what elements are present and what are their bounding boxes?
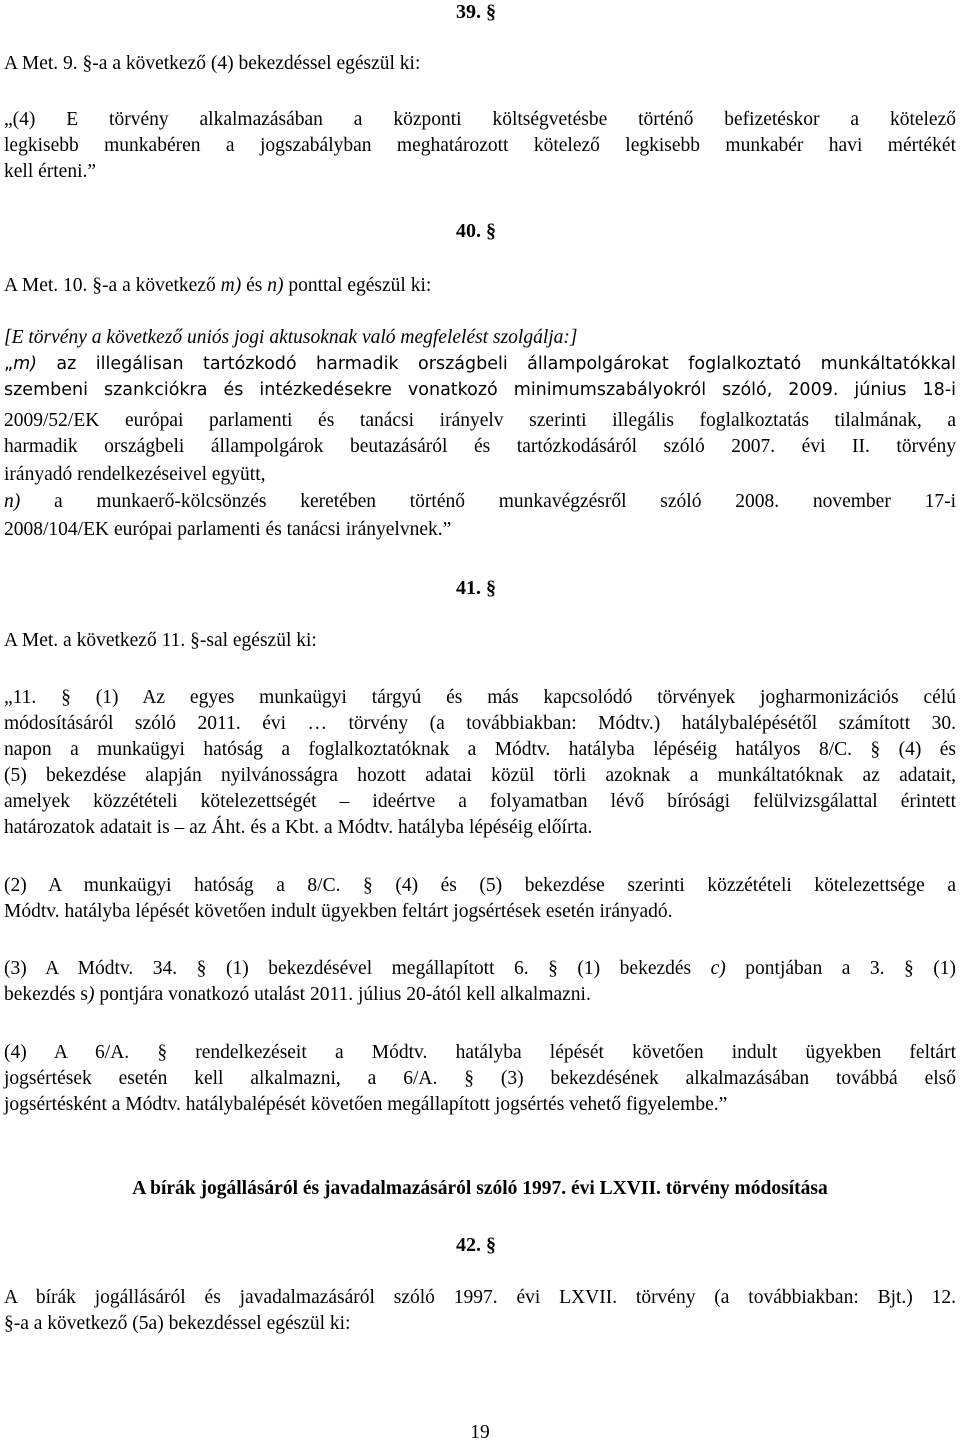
body-line: Módtv. hatályba lépését követően indult ügyekben feltárt jogsértések esetén irányadó. xyxy=(4,901,673,922)
body-line: n) a munkaerő-kölcsönzés keretében történő munkavégzésről szóló 2008. november 17-i xyxy=(4,491,956,512)
body-line: harmadik országbeli állampolgárok beutazásáról és tartózkodásáról szóló 2007. évi II. törvény xyxy=(4,436,956,457)
chapter-title: A bírák jogállásáról és javadalmazásáról szóló 1997. évi LXVII. törvény módosítása xyxy=(132,1178,828,1199)
body-line: módosításáról szóló 2011. évi … törvény (a továbbiakban: Módtv.) hatálybalépésétől számított 30. xyxy=(4,713,956,734)
bracket-note: [E törvény a következő uniós jogi aktusoknak való megfelelést szolgálja:] xyxy=(4,327,578,348)
body-line: (3) A Módtv. 34. § (1) bekezdésével megállapított 6. § (1) bekezdés c) pontjában a 3. § (1) xyxy=(4,958,956,979)
body-line: (4) A 6/A. § rendelkezéseit a Módtv. hatályba lépését követően indult ügyekben feltárt xyxy=(4,1042,956,1063)
body-line: szembeni szankciókra és intézkedésekre vonatkozó minimumszabályokról szóló, 2009. június 18-i xyxy=(4,380,956,400)
section-intro: A Met. 10. §-a a következő m) és n) ponttal egészül ki: xyxy=(4,275,432,296)
section-intro: A Met. 9. §-a a következő (4) bekezdéssel egészül ki: xyxy=(4,53,421,74)
body-line: (2) A munkaügyi hatóság a 8/C. § (4) és (5) bekezdése szerinti közzétételi kötelezettsége a xyxy=(4,875,956,896)
body-line: „(4) E törvény alkalmazásában a központi költségvetésbe történő befizetéskor a kötelező xyxy=(4,109,956,130)
body-line: „m) az illegálisan tartózkodó harmadik országbeli állampolgárokat foglalkoztató munkáltatókkal xyxy=(4,354,956,374)
section-number: 39. § xyxy=(456,1,496,23)
body-line: napon a munkaügyi hatóság a foglalkoztatóknak a Módtv. hatályba lépéséig hatályos 8/C. § (4) és xyxy=(4,739,956,760)
body-line: határozatok adatait is – az Áht. és a Kbt. a Módtv. hatályba lépéséig előírta. xyxy=(4,817,593,838)
body-line: jogsértésként a Módtv. hatálybalépését követően megállapított jogsértés vehető figyelembe.” xyxy=(4,1094,728,1115)
body-line: §-a a következő (5a) bekezdéssel egészül ki: xyxy=(4,1313,351,1334)
body-line: amelyek közzétételi kötelezettségét – ideértve a folyamatban lévő bírósági felülvizsgálattal érintett xyxy=(4,791,956,812)
body-line: 2008/104/EK európai parlamenti és tanácsi irányelvnek.” xyxy=(4,519,452,540)
section-number: 41. § xyxy=(456,577,496,599)
body-line: legkisebb munkabéren a jogszabályban meghatározott kötelező legkisebb munkabér havi mértékét xyxy=(4,135,956,156)
body-line: bekezdés s) pontjára vonatkozó utalást 2011. július 20-ától kell alkalmazni. xyxy=(4,984,591,1005)
body-line: A bírák jogállásáról és javadalmazásáról szóló 1997. évi LXVII. törvény (a továbbiakban: Bjt.) 12. xyxy=(4,1287,956,1308)
body-line: (5) bekezdése alapján nyilvánosságra hozott adatai közül törli azoknak a munkáltatóknak az adatait, xyxy=(4,765,956,786)
body-line: jogsértések esetén kell alkalmazni, a 6/A. § (3) bekezdésének alkalmazásában továbbá első xyxy=(4,1068,956,1089)
body-line: kell érteni.” xyxy=(4,161,97,182)
body-line: irányadó rendelkezéseivel együtt, xyxy=(4,464,266,485)
page-number: 19 xyxy=(470,1422,490,1443)
body-line: „11. § (1) Az egyes munkaügyi tárgyú és más kapcsolódó törvények jogharmonizációs célú xyxy=(4,687,956,708)
section-number: 40. § xyxy=(456,220,496,242)
section-number: 42. § xyxy=(456,1234,496,1256)
body-line: 2009/52/EK európai parlamenti és tanácsi irányelv szerinti illegális foglalkoztatás tilalmának, a xyxy=(4,410,956,431)
section-intro: A Met. a következő 11. §-sal egészül ki: xyxy=(4,630,317,651)
